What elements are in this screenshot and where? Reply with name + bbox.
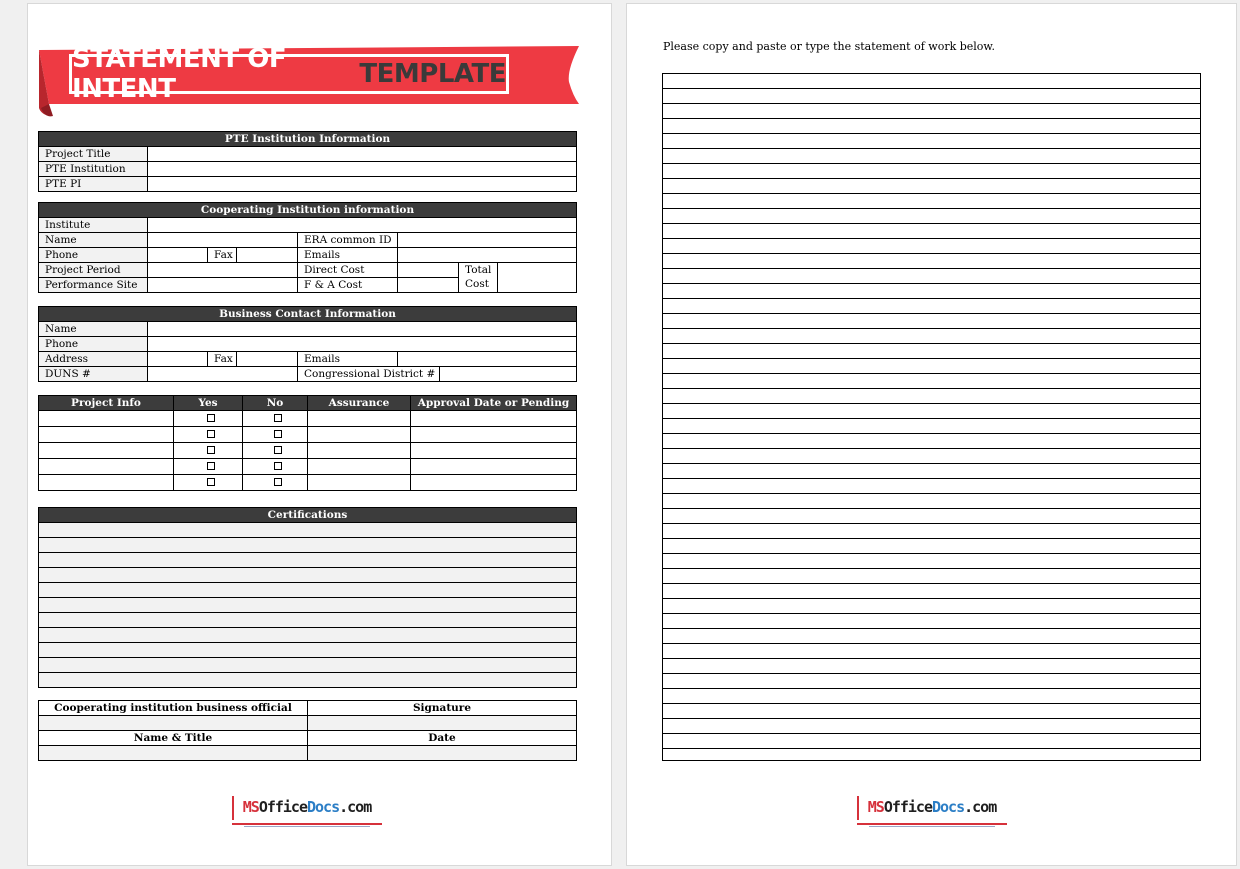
project-info-row (39, 427, 577, 443)
pte-institution-field[interactable] (148, 162, 577, 177)
yes-checkbox[interactable] (207, 478, 215, 486)
project-info-cell[interactable] (39, 459, 174, 475)
project-period-label: Project Period (39, 263, 148, 278)
project-title-field[interactable] (148, 147, 577, 162)
page-two (626, 3, 1237, 866)
yes-cell (174, 475, 243, 491)
business-contact-table (38, 306, 577, 382)
business-fax-field[interactable] (237, 352, 298, 367)
fa-cost-field[interactable] (398, 278, 459, 293)
approval-date-cell[interactable] (411, 459, 577, 475)
duns-field[interactable] (148, 367, 298, 382)
approval-date-cell[interactable] (411, 443, 577, 459)
certification-cell[interactable] (39, 583, 577, 598)
certification-cell[interactable] (39, 553, 577, 568)
fax-field[interactable] (237, 248, 298, 263)
no-cell (243, 411, 308, 427)
certification-row (39, 628, 577, 643)
name-label: Name (39, 233, 148, 248)
certification-cell[interactable] (39, 568, 577, 583)
project-info-cell[interactable] (39, 411, 174, 427)
address-label: Address (39, 352, 148, 367)
certification-cell[interactable] (39, 628, 577, 643)
approval-date-cell[interactable] (411, 475, 577, 491)
fax-label: Fax (208, 248, 237, 263)
assurance-cell[interactable] (308, 411, 411, 427)
pte-institution-label: PTE Institution (39, 162, 148, 177)
no-cell (243, 443, 308, 459)
certification-cell[interactable] (39, 613, 577, 628)
pte-pi-label: PTE PI (39, 177, 148, 192)
certification-row (39, 523, 577, 538)
era-common-id-label: ERA common ID (298, 233, 398, 248)
project-info-cell[interactable] (39, 475, 174, 491)
approval-date-header: Approval Date or Pending (411, 396, 577, 411)
assurance-cell[interactable] (308, 443, 411, 459)
banner-title-accent: TEMPLATE (359, 59, 506, 89)
msofficedocs-logo: MSOfficeDocs.com (857, 796, 1007, 826)
project-info-row (39, 411, 577, 427)
banner-title-main: STATEMENT OF INTENT (72, 44, 287, 104)
banner-title (69, 44, 509, 104)
no-header: No (243, 396, 308, 411)
emails-field[interactable] (398, 248, 577, 263)
certification-row (39, 583, 577, 598)
project-period-field[interactable] (148, 263, 298, 278)
project-info-row (39, 475, 577, 491)
date-label: Date (308, 731, 577, 746)
pte-header: PTE Institution Information (39, 132, 577, 147)
congressional-district-label: Congressional District # (298, 367, 440, 382)
pte-institution-table (38, 131, 577, 192)
business-name-label: Name (39, 322, 148, 337)
project-info-cell[interactable] (39, 427, 174, 443)
signature-field[interactable] (308, 716, 577, 731)
certification-cell[interactable] (39, 643, 577, 658)
certification-row (39, 568, 577, 583)
yes-checkbox[interactable] (207, 430, 215, 438)
pte-pi-field[interactable] (148, 177, 577, 192)
total-cost-label-2: Cost (459, 278, 498, 293)
total-cost-field[interactable] (498, 263, 577, 293)
certification-row (39, 673, 577, 688)
performance-site-label: Performance Site (39, 278, 148, 293)
certification-row (39, 553, 577, 568)
no-checkbox[interactable] (274, 478, 282, 486)
project-info-table (38, 395, 577, 491)
business-name-field[interactable] (148, 322, 577, 337)
certification-row (39, 538, 577, 553)
name-title-field[interactable] (39, 746, 308, 761)
page-one (27, 3, 612, 866)
emails-label: Emails (298, 248, 398, 263)
yes-cell (174, 459, 243, 475)
approval-date-cell[interactable] (411, 427, 577, 443)
performance-site-field[interactable] (148, 278, 298, 293)
statement-of-work-lined-box[interactable] (662, 73, 1201, 761)
certification-row (39, 658, 577, 673)
yes-cell (174, 427, 243, 443)
certification-cell[interactable] (39, 523, 577, 538)
institute-label: Institute (39, 218, 148, 233)
business-fax-label: Fax (208, 352, 237, 367)
no-checkbox[interactable] (274, 462, 282, 470)
approval-date-cell[interactable] (411, 411, 577, 427)
certification-cell[interactable] (39, 598, 577, 613)
yes-checkbox[interactable] (207, 446, 215, 454)
duns-label: DUNS # (39, 367, 148, 382)
coop-header: Cooperating Institution information (39, 203, 577, 218)
yes-checkbox[interactable] (207, 414, 215, 422)
business-emails-label: Emails (298, 352, 398, 367)
project-info-row (39, 443, 577, 459)
name-field[interactable] (148, 233, 298, 248)
no-cell (243, 475, 308, 491)
total-cost-label: Total (459, 263, 498, 278)
project-info-row (39, 459, 577, 475)
address-field[interactable] (148, 352, 208, 367)
signature-label: Signature (308, 701, 577, 716)
business-phone-label: Phone (39, 337, 148, 352)
certification-cell[interactable] (39, 538, 577, 553)
institute-field[interactable] (148, 218, 577, 233)
no-cell (243, 459, 308, 475)
assurance-header: Assurance (308, 396, 411, 411)
certifications-table (38, 507, 577, 688)
certification-row (39, 613, 577, 628)
cooperating-institution-table (38, 202, 577, 293)
yes-header: Yes (174, 396, 243, 411)
no-cell (243, 427, 308, 443)
yes-checkbox[interactable] (207, 462, 215, 470)
project-info-cell[interactable] (39, 443, 174, 459)
no-checkbox[interactable] (274, 446, 282, 454)
msofficedocs-logo: MSOfficeDocs.com (232, 796, 382, 826)
project-title-label: Project Title (39, 147, 148, 162)
business-emails-field[interactable] (398, 352, 577, 367)
direct-cost-label: Direct Cost (298, 263, 398, 278)
assurance-cell[interactable] (308, 475, 411, 491)
certification-cell[interactable] (39, 658, 577, 673)
era-common-id-field[interactable] (398, 233, 577, 248)
fa-cost-label: F & A Cost (298, 278, 398, 293)
signature-table (38, 700, 577, 761)
business-official-field[interactable] (39, 716, 308, 731)
yes-cell (174, 411, 243, 427)
phone-field[interactable] (148, 248, 208, 263)
certifications-header: Certifications (39, 508, 577, 523)
phone-label: Phone (39, 248, 148, 263)
name-title-label: Name & Title (39, 731, 308, 746)
assurance-cell[interactable] (308, 459, 411, 475)
yes-cell (174, 443, 243, 459)
business-phone-field[interactable] (148, 337, 577, 352)
project-info-header: Project Info (39, 396, 174, 411)
business-official-label: Cooperating institution business official (39, 701, 308, 716)
statement-of-work-intro: Please copy and paste or type the statement of work below. (663, 40, 996, 53)
certification-row (39, 598, 577, 613)
direct-cost-field[interactable] (398, 263, 459, 278)
date-field[interactable] (308, 746, 577, 761)
assurance-cell[interactable] (308, 427, 411, 443)
no-checkbox[interactable] (274, 430, 282, 438)
certification-row (39, 643, 577, 658)
certification-cell[interactable] (39, 673, 577, 688)
business-header: Business Contact Information (39, 307, 577, 322)
no-checkbox[interactable] (274, 414, 282, 422)
congressional-district-field[interactable] (440, 367, 577, 382)
